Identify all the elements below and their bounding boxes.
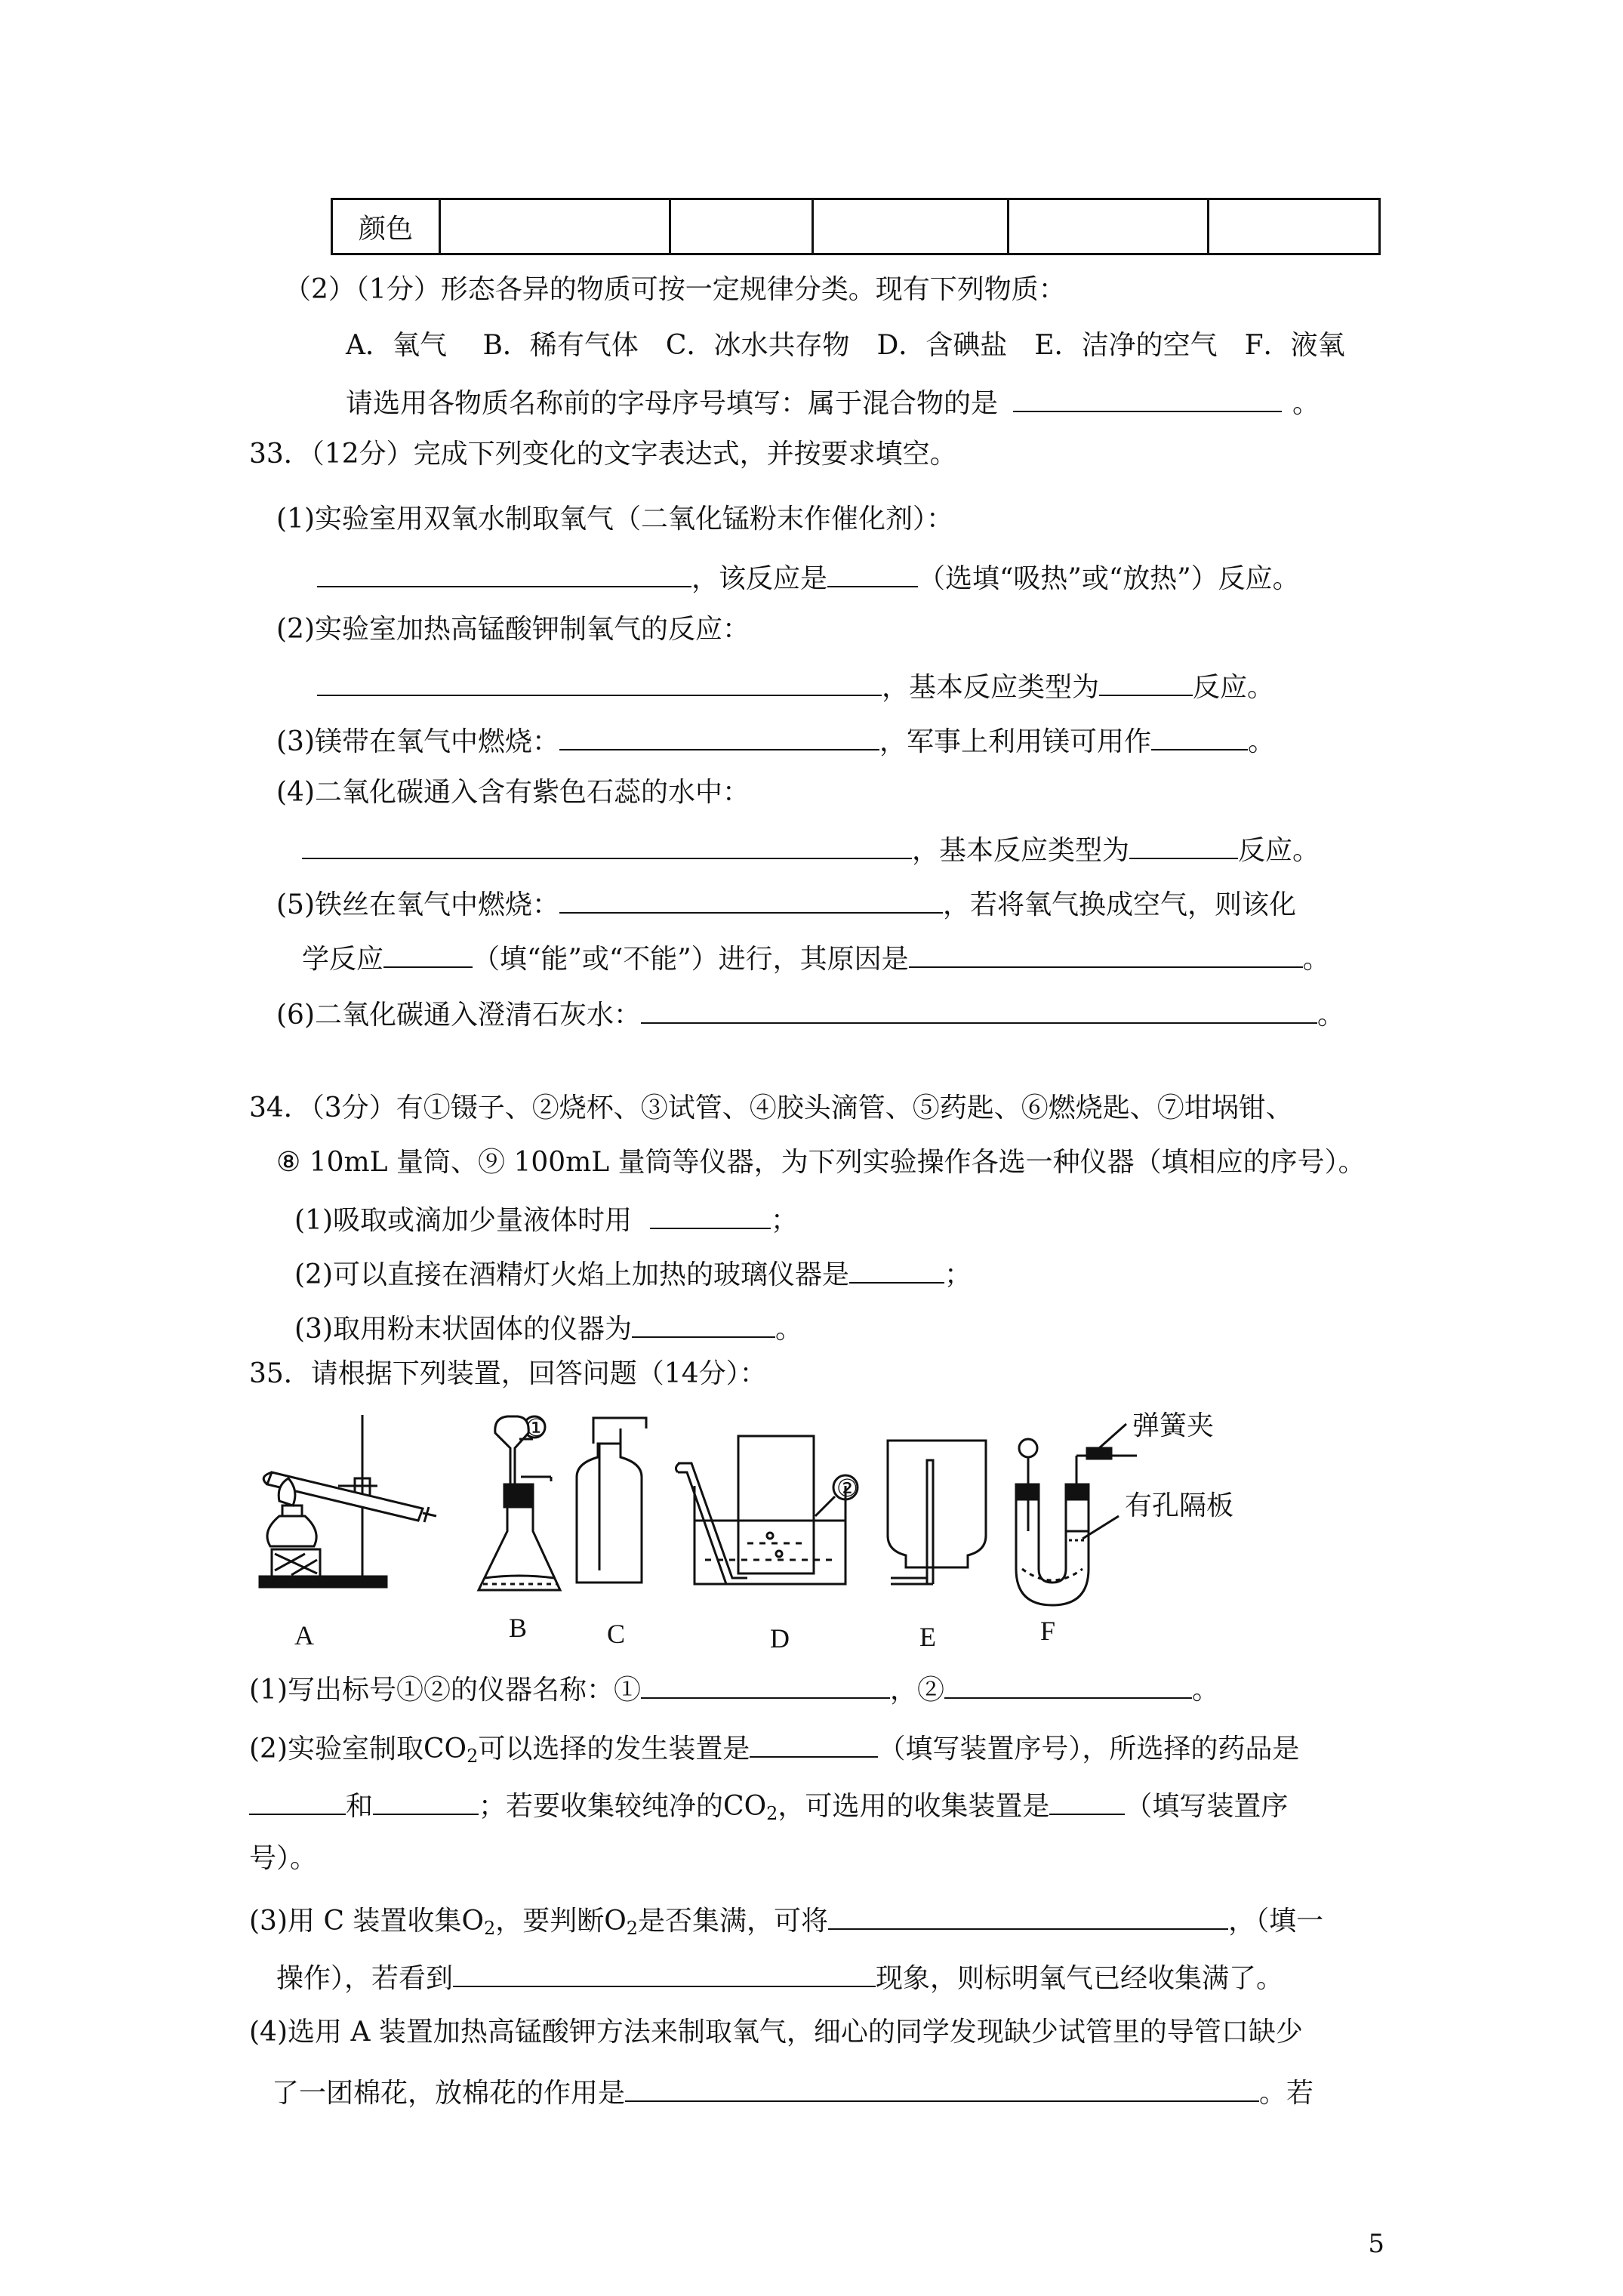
q35-2-line3: 号）。 [249, 1843, 318, 1874]
q34-line2: ⑧ 10mL 量筒、⑨ 100mL 量筒等仪器，为下列实验操作各选一种仪器（填相应的序号）。 [276, 1147, 1366, 1178]
q35-3-text: 现象，则标明氧气已经收集满了。 [876, 1963, 1284, 1994]
q32-2-prompt-line [346, 384, 1320, 421]
page-number: 5 [1368, 2229, 1384, 2259]
table-cell-blank[interactable] [670, 199, 813, 254]
q35-3-text: 操作），若看到 [276, 1963, 454, 1994]
label-e: E [919, 1622, 936, 1652]
label-b: B [509, 1613, 528, 1643]
q33-1-text: （选填“吸热”或“放热”）反应。 [918, 563, 1300, 594]
answer-blank[interactable] [944, 1670, 1192, 1699]
answer-blank[interactable] [625, 2073, 1259, 2102]
answer-blank[interactable] [373, 1786, 479, 1815]
q33-3-text: (3)镁带在氧气中燃烧： [276, 726, 559, 757]
formula: CO [423, 1734, 467, 1764]
table-cell-blank[interactable] [1209, 199, 1380, 254]
q35-title: 35．请根据下列装置，回答问题（14分）： [249, 1358, 767, 1389]
answer-blank[interactable] [1049, 1786, 1125, 1815]
label-c: C [607, 1619, 626, 1649]
q35-1-text: 。 [1192, 1675, 1220, 1706]
answer-blank[interactable] [1013, 384, 1282, 412]
answer-blank[interactable] [302, 831, 912, 859]
answer-blank[interactable] [317, 559, 691, 587]
q33-2-text: 反应。 [1193, 672, 1275, 703]
q34-3-line [294, 1309, 802, 1346]
answer-blank[interactable] [1129, 831, 1238, 859]
answer-blank[interactable] [249, 1786, 346, 1815]
q34-3-text: (3)取用粉末状固体的仪器为 [294, 1314, 632, 1345]
q35-2-text: 和 [346, 1791, 374, 1822]
table-cell-blank[interactable] [1009, 199, 1209, 254]
q33-2-line [317, 667, 1274, 704]
q33-5-text: （填“能”或“不能”）进行，其原因是 [473, 944, 909, 975]
subscript: 2 [483, 1918, 496, 1939]
q35-2-text: (2)实验室制取 [249, 1734, 423, 1764]
answer-blank[interactable] [317, 667, 882, 696]
q35-3-text: (3)用 C 装置收集 [249, 1906, 462, 1937]
punct: ； [944, 1259, 972, 1290]
q35-3-line2 [276, 1959, 1283, 1996]
answer-blank[interactable] [909, 939, 1303, 968]
q34-2-line [294, 1255, 972, 1292]
answer-blank[interactable] [828, 1901, 1228, 1930]
perforated-plate-label: 有孔隔板 [1125, 1490, 1234, 1521]
q34-1-line [294, 1200, 798, 1237]
apparatus-b-icon [479, 1416, 560, 1590]
answer-blank[interactable] [1099, 667, 1193, 696]
q35-3-text: ，要判断 [495, 1906, 605, 1937]
answer-blank[interactable] [559, 885, 943, 914]
q33-5-line2 [302, 939, 1330, 976]
apparatus-c-icon [577, 1418, 646, 1583]
q35-1-line [249, 1670, 1219, 1707]
q33-4-text: ，基本反应类型为 [912, 835, 1130, 866]
label-f: F [1040, 1616, 1056, 1646]
q33-1-line [317, 559, 1300, 596]
label-a: A [294, 1620, 314, 1650]
q33-6-line [276, 995, 1344, 1032]
q35-1-text: (1)写出标号①②的仪器名称：① [249, 1675, 641, 1706]
q33-1-text: ，该反应是 [691, 563, 828, 594]
apparatus-f-icon [1016, 1424, 1137, 1605]
apparatus-a-icon [260, 1415, 436, 1587]
answer-blank[interactable] [641, 1670, 890, 1699]
q35-4-line2 [272, 2073, 1313, 2110]
subscript: 2 [626, 1918, 639, 1939]
q33-6-text: (6)二氧化碳通入澄清石灰水： [276, 1000, 641, 1031]
q33-3-text: ，军事上利用镁可用作 [879, 726, 1152, 757]
answer-blank[interactable] [641, 995, 1317, 1024]
q34-title: 34．（3分）有①镊子、②烧杯、③试管、④胶头滴管、⑤药匙、⑥燃烧匙、⑦坩埚钳、 [249, 1093, 1293, 1123]
mark-2: ② [836, 1475, 858, 1502]
q35-2-line2 [249, 1786, 1288, 1830]
q35-2-text: （填写装置序号），所选择的药品是 [878, 1734, 1300, 1764]
q33-6-text: 。 [1317, 1000, 1345, 1031]
q33-3-text: 。 [1248, 726, 1276, 757]
q34-1-text: (1)吸取或滴加少量液体时用 [294, 1205, 632, 1236]
q34-2-text: (2)可以直接在酒精灯火焰上加热的玻璃仪器是 [294, 1259, 849, 1290]
q33-5-text: (5)铁丝在氧气中燃烧： [276, 889, 559, 920]
answer-blank[interactable] [750, 1729, 878, 1758]
q35-4-text: 。若 [1259, 2078, 1314, 2109]
formula: CO [723, 1791, 767, 1822]
q35-2-text: ，可选用的收集装置是 [778, 1791, 1050, 1822]
table-cell-label: 颜色 [332, 199, 440, 254]
label-d: D [770, 1623, 790, 1653]
apparatus-d-icon [676, 1436, 858, 1584]
answer-blank[interactable] [559, 722, 879, 750]
q33-5-text: 学反应 [302, 944, 384, 975]
q35-2-text: （填写装置序 [1125, 1791, 1289, 1822]
punct: ； [771, 1205, 799, 1236]
q32-2-intro: （2）（1分）形态各异的物质可按一定规律分类。现有下列物质： [284, 274, 1066, 305]
q35-2-text: 可以选择的发生装置是 [478, 1734, 750, 1764]
subscript: 2 [766, 1803, 778, 1824]
answer-blank[interactable] [849, 1255, 944, 1284]
spring-clip-label: 弹簧夹 [1132, 1410, 1215, 1441]
q35-3-text: 是否集满，可将 [638, 1906, 829, 1937]
answer-blank[interactable] [650, 1200, 771, 1229]
q33-5-text: 。 [1302, 944, 1330, 975]
apparatus-figure [249, 1403, 1412, 1660]
q35-3-text: ，（填一 [1228, 1906, 1324, 1937]
q35-4-text: 了一团棉花，放棉花的作用是 [272, 2078, 626, 2109]
q33-2-intro: (2)实验室加热高锰酸钾制氧气的反应： [276, 614, 750, 645]
color-table [331, 198, 1381, 255]
punct: 。 [775, 1314, 803, 1345]
q32-2-prompt: 请选用各物质名称前的字母序号填写：属于混合物的是 [346, 388, 999, 419]
q33-5-text: ，若将氧气换成空气，则该化 [943, 889, 1297, 920]
answer-blank[interactable] [632, 1309, 775, 1338]
q35-2-line [249, 1729, 1299, 1773]
q33-4-line [302, 831, 1320, 868]
q35-1-text: ，② [890, 1675, 945, 1706]
q33-2-text: ，基本反应类型为 [882, 672, 1100, 703]
q33-4-text: 反应。 [1238, 835, 1320, 866]
q32-2-options: A．氧气 B．稀有气体 C．冰水共存物 D．含碘盐 E．洁净的空气 F．液氧 [346, 330, 1345, 361]
subscript: 2 [467, 1746, 479, 1767]
formula: O [604, 1906, 627, 1937]
answer-blank[interactable] [383, 939, 473, 968]
table-cell-blank[interactable] [440, 199, 670, 254]
mark-1: ① [525, 1414, 547, 1441]
q35-4-line: (4)选用 A 装置加热高锰酸钾方法来制取氧气，细心的同学发现缺少试管里的导管口缺少 [249, 2017, 1303, 2048]
formula: O [461, 1906, 484, 1937]
table-row [332, 199, 1380, 254]
q33-title: 33．（12分）完成下列变化的文字表达式，并按要求填空。 [249, 439, 957, 470]
answer-blank[interactable] [1151, 722, 1248, 750]
answer-blank[interactable] [827, 559, 918, 587]
answer-blank[interactable] [453, 1959, 876, 1987]
q33-1-intro: (1)实验室用双氧水制取氧气（二氧化锰粉末作催化剂）： [276, 504, 953, 535]
q35-2-text: ；若要收集较纯净的 [479, 1791, 724, 1822]
apparatus-e-icon [888, 1441, 986, 1584]
q33-4-intro: (4)二氧化碳通入含有紫色石蕊的水中： [276, 777, 750, 808]
q33-3-line [276, 722, 1275, 759]
table-cell-blank[interactable] [813, 199, 1009, 254]
punct: 。 [1292, 388, 1320, 419]
q35-3-line [249, 1901, 1323, 1945]
q33-5-line [276, 885, 1296, 922]
